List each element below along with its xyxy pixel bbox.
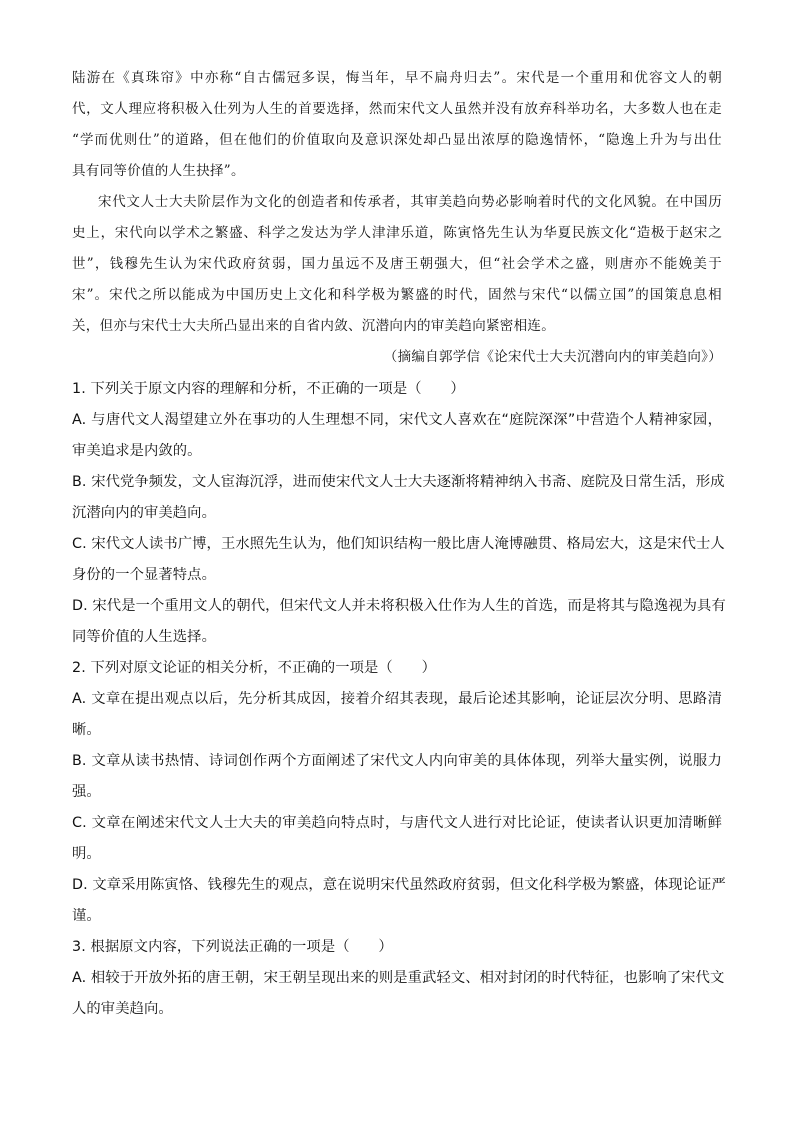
option-line: 同等价值的人生选择。 xyxy=(72,629,216,645)
passage-line: 世”，钱穆先生认为宋代政府贫弱，国力虽远不及唐王朝强大，但“社会学术之盛，则唐亦不能娩美于 xyxy=(72,256,722,272)
passage-line: 具有同等价值的人生抉择”。 xyxy=(72,163,245,179)
passage-line: 宋代文人士大夫阶层作为文化的创造者和传承者，其审美趋向势必影响着时代的文化风貌。在中国历 xyxy=(98,194,722,210)
option-line: A. 相较于开放外拓的唐王朝，宋王朝呈现出来的则是重武轻文、相对封闭的时代特征，也影响了宋代文 xyxy=(72,970,725,986)
option-line: A. 与唐代文人渴望建立外在事功的人生理想不同，宋代文人喜欢在“庭院深深”中营造个人精神家园， xyxy=(72,412,722,428)
passage-line: 陆游在《真珠帘》中亦称“自古儒冠多误，悔当年，早不扁舟归去”。宋代是一个重用和优容文人的朝 xyxy=(72,70,722,86)
option-line: C. 宋代文人读书广博，王水照先生认为，他们知识结构一般比唐人淹博融贯、格局宏大，这是宋代士人 xyxy=(72,536,725,552)
option-line: B. 文章从读书热情、诗词创作两个方面阐述了宋代文人内向审美的具体体现，列举大量实例，说服力 xyxy=(72,753,722,769)
option-line: 强。 xyxy=(72,784,101,800)
passage-line: 史上，宋代向以学术之繁盛、科学之发达为学人津津乐道，陈寅恪先生认为华夏民族文化“造极于赵宋之 xyxy=(72,225,722,241)
passage-line: 宋”。宋代之所以能成为中国历史上文化和科学极为繁盛的时代，固然与宋代“以儒立国”的国策息息相 xyxy=(72,287,722,303)
passage-source: （摘编自郭学信《论宋代士大夫沉潜向内的审美趋向》） xyxy=(383,349,722,365)
option-line: D. 文章采用陈寅恪、钱穆先生的观点，意在说明宋代虽然政府贫弱，但文化科学极为繁盛，体现论证严 xyxy=(72,877,726,893)
option-line: 明。 xyxy=(72,846,101,862)
passage-line: “学而优则仕”的道路，但在他们的价值取向及意识深处却凸显出浓厚的隐逸情怀，“隐逸上升为与出仕 xyxy=(72,132,722,148)
option-line: 人的审美趋向。 xyxy=(72,1001,173,1017)
option-line: B. 宋代党争频发，文人宦海沉浮，进而使宋代文人士大夫逐渐将精神纳入书斋、庭院及日常生活，形成 xyxy=(72,474,725,490)
option-line: 晰。 xyxy=(72,722,101,738)
option-line: 沉潜向内的审美趋向。 xyxy=(72,505,216,521)
passage-line: 代，文人理应将积极入仕列为人生的首要选择，然而宋代文人虽然并没有放弃科举功名，大多数人也在走 xyxy=(72,101,722,117)
question-stem: 3. 根据原文内容，下列说法正确的一项是（ ） xyxy=(72,939,393,955)
question-stem: 1. 下列关于原文内容的理解和分析，不正确的一项是（ ） xyxy=(72,381,465,397)
option-line: A. 文章在提出观点以后，先分析其成因，接着介绍其表现，最后论述其影响，论证层次分明、思路清 xyxy=(72,691,722,707)
option-line: C. 文章在阐述宋代文人士大夫的审美趋向特点时，与唐代文人进行对比论证，使读者认识更加清晰鲜 xyxy=(72,815,722,831)
option-line: 谨。 xyxy=(72,908,101,924)
passage-line: 关，但亦与宋代士大夫所凸显出来的自省内敛、沉潜向内的审美趋向紧密相连。 xyxy=(72,318,555,334)
option-line: 审美追求是内敛的。 xyxy=(72,443,202,459)
option-line: D. 宋代是一个重用文人的朝代，但宋代文人并未将积极入仕作为人生的首选，而是将其与隐逸视为具有 xyxy=(72,598,726,614)
question-stem: 2. 下列对原文论证的相关分析，不正确的一项是（ ） xyxy=(72,660,437,676)
option-line: 身份的一个显著特点。 xyxy=(72,567,216,583)
